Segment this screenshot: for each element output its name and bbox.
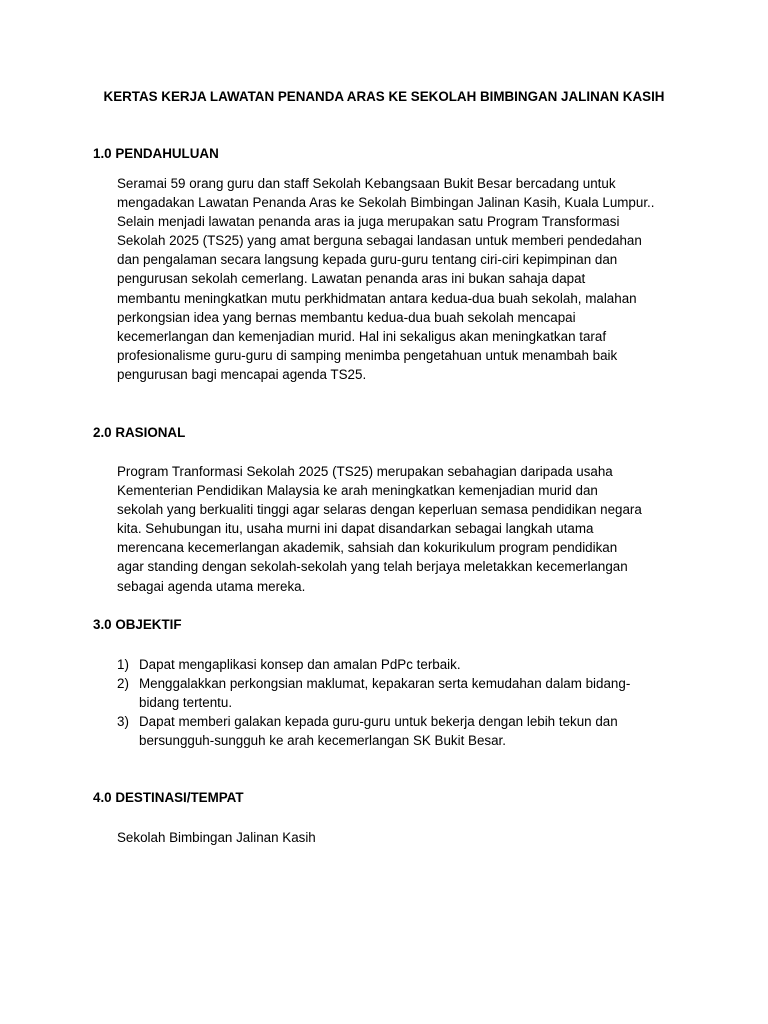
body-line: pengurusan sekolah cemerlang. Lawatan penanda aras ini bukan sahaja dapat bbox=[117, 271, 586, 287]
section-body-rasional bbox=[117, 462, 682, 596]
section-heading-pendahuluan: 1.0 PENDAHULUAN bbox=[93, 146, 219, 161]
body-line: profesionalisme guru-guru di samping menimba pengetahuan untuk menambah baik bbox=[117, 347, 618, 363]
body-line: membantu meningkatkan mutu perkhidmatan antara kedua-dua buah sekolah, malahan bbox=[117, 290, 637, 306]
list-item bbox=[117, 655, 677, 674]
body-line: Program Tranformasi Sekolah 2025 (TS25) merupakan sebahagian daripada usaha bbox=[117, 464, 613, 479]
list-item bbox=[117, 674, 677, 712]
list-item-number: 2) bbox=[117, 676, 129, 692]
body-line: kecemerlangan dan kemenjadian murid. Hal ini sekaligus akan meningkatkan taraf bbox=[117, 328, 607, 344]
list-item-text: Dapat mengaplikasi konsep dan amalan PdPc terbaik. bbox=[139, 657, 461, 672]
section-body-pendahuluan bbox=[117, 174, 682, 384]
document-title: KERTAS KERJA LAWATAN PENANDA ARAS KE SEKOLAH BIMBINGAN JALINAN KASIH bbox=[103, 89, 665, 104]
body-line: dan pengalaman secara langsung kepada guru-guru tentang ciri-ciri kepimpinan dan bbox=[117, 252, 618, 268]
list-item-number: 3) bbox=[117, 714, 129, 730]
body-line: Seramai 59 orang guru dan staff Sekolah Kebangsaan Bukit Besar bercadang untuk bbox=[117, 176, 616, 191]
section-heading-objektif: 3.0 OBJEKTIF bbox=[93, 617, 182, 632]
body-line: Sekolah 2025 (TS25) yang amat berguna sebagai landasan untuk memberi pendedahan bbox=[117, 233, 642, 249]
body-line: perkongsian idea yang bernas membantu kedua-dua buah sekolah mencapai bbox=[117, 309, 576, 325]
body-line: kita. Sehubungan itu, usaha murni ini dapat disandarkan sebagai langkah utama bbox=[117, 521, 594, 537]
list-item-text: bidang tertentu. bbox=[139, 695, 233, 711]
section-heading-rasional: 2.0 RASIONAL bbox=[93, 425, 186, 440]
body-line: pengurusan bagi mencapai agenda TS25. bbox=[117, 366, 367, 382]
list-item bbox=[117, 712, 677, 750]
list-item-text: Dapat memberi galakan kepada guru-guru untuk bekerja dengan lebih tekun dan bbox=[139, 714, 618, 730]
body-line: merencana kecemerlangan akademik, sahsiah dan kokurikulum program pendidikan bbox=[117, 540, 618, 556]
body-line: sekolah yang berkualiti tinggi agar selaras dengan keperluan semasa pendidikan negara bbox=[117, 502, 642, 518]
body-line: agar standing dengan sekolah-sekolah yang telah berjaya meletakkan kecemerlangan bbox=[117, 559, 628, 575]
body-line: Sekolah Bimbingan Jalinan Kasih bbox=[117, 830, 316, 845]
body-line: Selain menjadi lawatan penanda aras ia juga merupakan satu Program Transformasi bbox=[117, 214, 620, 230]
body-line: sebagai agenda utama mereka. bbox=[117, 578, 306, 594]
list-item-text: Menggalakkan perkongsian maklumat, kepakaran serta kemudahan dalam bidang- bbox=[139, 676, 631, 692]
body-line: Kementerian Pendidikan Malaysia ke arah meningkatkan kemenjadian murid dan bbox=[117, 483, 598, 499]
list-item-number: 1) bbox=[117, 657, 129, 672]
objective-list bbox=[117, 655, 677, 750]
list-item-text: bersungguh-sungguh ke arah kecemerlangan SK Bukit Besar. bbox=[139, 733, 506, 749]
section-body-destinasi bbox=[117, 828, 682, 847]
section-heading-destinasi: 4.0 DESTINASI/TEMPAT bbox=[93, 790, 244, 805]
body-line: mengadakan Lawatan Penanda Aras ke Sekolah Bimbingan Jalinan Kasih, Kuala Lumpur.. bbox=[117, 195, 655, 211]
